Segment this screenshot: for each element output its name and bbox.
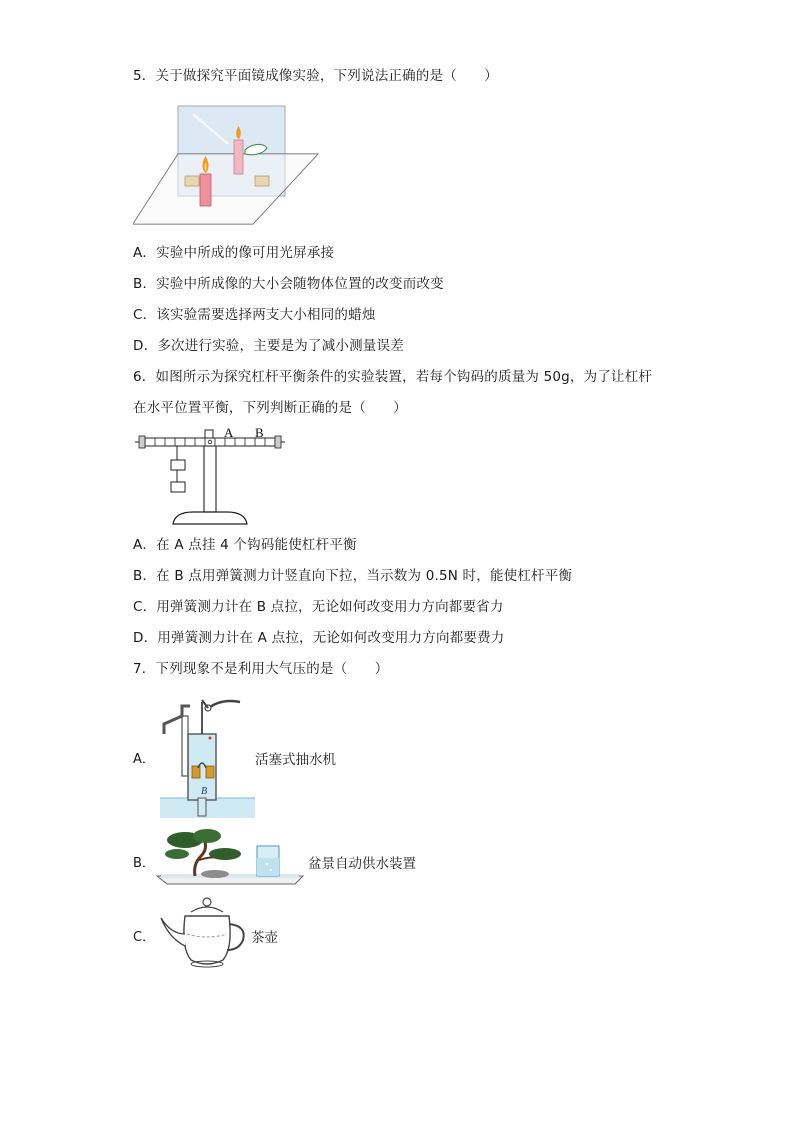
q5-stem: 5．关于做探究平面镜成像实验，下列说法正确的是（ ） xyxy=(133,68,498,84)
q6-option-a: A．在 A 点挂 4 个钩码能使杠杆平衡 xyxy=(133,537,357,553)
q5-option-b: B．实验中所成像的大小会随物体位置的改变而改变 xyxy=(133,276,444,292)
q7-option-b-caption: 盆景自动供水装置 xyxy=(308,856,416,872)
q7-option-b-letter: B． xyxy=(133,856,155,871)
q6-option-b: B．在 B 点用弹簧测力计竖直向下拉，当示数为 0.5N 时，能使杠杆平衡 xyxy=(133,568,573,584)
piston-pump-figure xyxy=(160,694,255,818)
q7-option-c-caption: 茶壶 xyxy=(251,930,278,946)
lever-figure xyxy=(135,424,285,528)
q6-stem-line2: 在水平位置平衡，下列判断正确的是（ ） xyxy=(133,400,407,416)
q5-option-a: A．实验中所成的像可用光屏承接 xyxy=(133,245,335,261)
q7-option-c-letter: C． xyxy=(133,930,156,945)
q7-stem: 7．下列现象不是利用大气压的是（ ） xyxy=(133,661,389,677)
q6-option-c: C．用弹簧测力计在 B 点拉，无论如何改变用力方向都要省力 xyxy=(133,599,504,615)
bonsai-water-supply-figure xyxy=(155,826,305,888)
q7-option-a-caption: 活塞式抽水机 xyxy=(255,752,336,768)
q6-option-d: D．用弹簧测力计在 A 点拉，无论如何改变用力方向都要费力 xyxy=(133,630,505,646)
teapot-figure xyxy=(155,894,250,970)
lever-label-a: A xyxy=(224,425,234,440)
q5-option-d: D．多次进行实验，主要是为了减小测量误差 xyxy=(133,338,404,354)
q5-option-c: C．该实验需要选择两支大小相同的蜡烛 xyxy=(133,307,376,323)
q7-option-a-letter: A． xyxy=(133,752,155,767)
lever-label-b: B xyxy=(255,425,264,440)
q6-stem-line1: 6．如图所示为探究杠杆平衡条件的实验装置，若每个钩码的质量为 50g，为了让杠杆 xyxy=(133,369,653,385)
pump-label-b: B xyxy=(201,786,208,797)
mirror-experiment-figure xyxy=(133,104,323,228)
